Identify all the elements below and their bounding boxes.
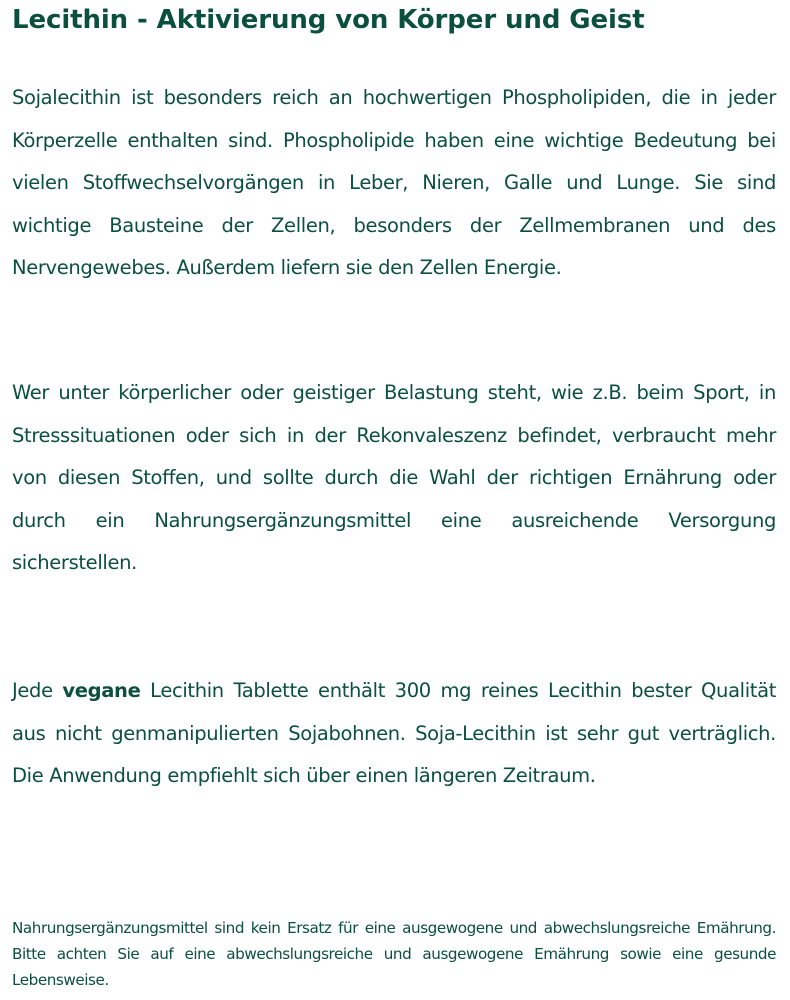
- vegan-emphasis: vegane: [62, 679, 141, 702]
- disclaimer-note: Nahrungsergänzungsmittel sind kein Ersatz für eine ausgewogene und abwechslungsreiche Emährung. Bitte achten Sie auf eine abwechslungsreiche und ausgewogene Emährung sowie eine gesunde Lebensweise.: [12, 919, 776, 989]
- paragraph-vegan-tablet: [12, 670, 776, 798]
- paragraph-stress-demand: Wer unter körperlicher oder geistiger Belastung steht, wie z.B. beim Sport, in Stresssituationen oder sich in der Rekonvaleszenz befindet, verbraucht mehr von diesen Stoffen, und sollte durch die Wahl der richtigen Ernährung oder durch ein Nahrungsergänzungsmittel eine ausreichende Versorgung sicherstellen.: [12, 381, 776, 574]
- paragraph-phospholipids: Sojalecithin ist besonders reich an hochwertigen Phospholipiden, die in jeder Körperzelle enthalten sind. Phospholipide haben eine wichtige Bedeutung bei vielen Stoffwechselvorgängen in Leber, Nieren, Galle und Lunge. Sie sind wichtige Bausteine der Zellen, besonders der Zellmembranen und des Nervengewebes. Außerdem liefern sie den Zellen Energie.: [12, 86, 776, 279]
- paragraph-text-start: Jede: [12, 679, 63, 702]
- paragraph-text-end: Lecithin Tablette enthält 300 mg reines Lecithin bester Qualität aus nicht genmanipulierten Sojabohnen. Soja-Lecithin ist sehr gut verträglich. Die Anwendung empfiehlt sich über einen längeren Zeitraum.: [12, 679, 776, 787]
- page-title: Lecithin - Aktivierung von Körper und Geist: [12, 5, 645, 35]
